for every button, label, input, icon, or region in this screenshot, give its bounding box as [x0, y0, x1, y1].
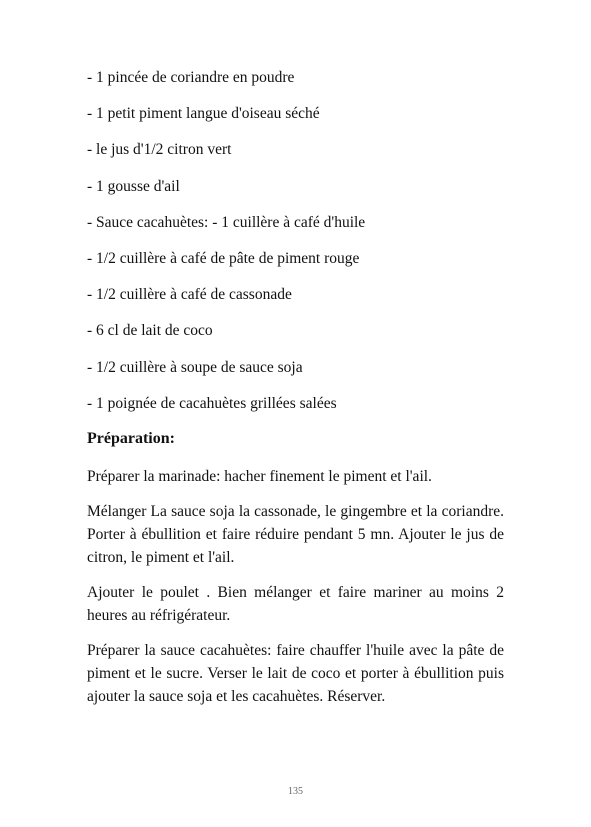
page-number: 135 — [288, 786, 303, 797]
preparation-step: Préparer la marinade: hacher finement le piment et l'ail. — [87, 468, 432, 485]
ingredient-item: - 1 pincée de coriandre en poudre — [87, 69, 295, 86]
ingredient-item: - 1 gousse d'ail — [87, 177, 180, 195]
ingredient-item: - le jus d'1/2 citron vert — [87, 141, 232, 159]
preparation-step: Ajouter le poulet . Bien mélanger et faire mariner au moins 2 heures au réfrigérateur. — [87, 584, 504, 624]
ingredient-item: - 6 cl de lait de coco — [87, 322, 213, 340]
ingredient-item: - 1/2 cuillère à soupe de sauce soja — [87, 358, 303, 376]
preparation-heading: Préparation: — [87, 430, 175, 447]
ingredient-item: - 1 poignée de cacahuètes grillées salées — [87, 394, 337, 412]
ingredient-list — [87, 68, 507, 430]
preparation-step: Mélanger La sauce soja la cassonade, le gingembre et la coriandre. Porter à ébullition et faire réduire pendant 5 mn. Ajouter le jus de citron, le piment et l'ail. — [87, 503, 504, 566]
ingredient-item: - Sauce cacahuètes: - 1 cuillère à café d'huile — [87, 213, 366, 231]
preparation-steps — [87, 465, 504, 720]
preparation-step: Préparer la sauce cacahuètes: faire chauffer l'huile avec la pâte de piment et le sucre. Verser le lait de coco et porter à ébullition puis ajouter la sauce soja et les cacahuètes. Réserver. — [87, 642, 504, 705]
ingredient-item: - 1/2 cuillère à café de pâte de piment rouge — [87, 249, 360, 267]
ingredient-item: - 1 petit piment langue d'oiseau séché — [87, 105, 320, 123]
ingredient-item: - 1/2 cuillère à café de cassonade — [87, 286, 292, 304]
